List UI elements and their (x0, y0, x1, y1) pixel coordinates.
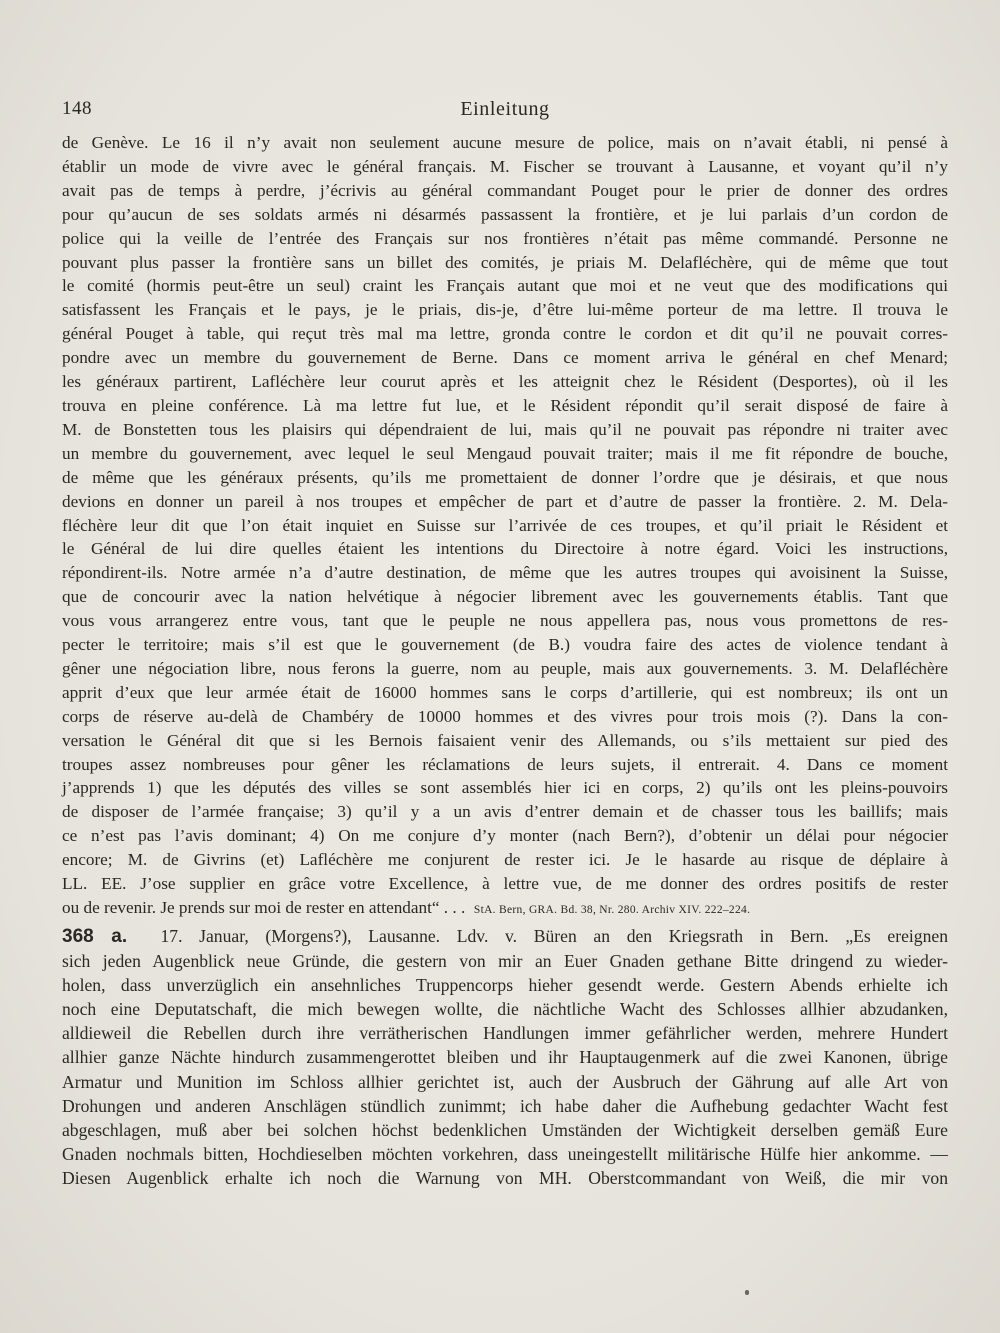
text-line: allhier ganze Nächte hindurch zusammengerottet bleiben und ihr Hauptaugenmerk auf die zwei Kanonen, übrige (62, 1047, 948, 1068)
text-line: noch eine Deputatschaft, die mich bewegen wollte, die nächtliche Wacht des Schlosses allhier abzudanken, (62, 999, 948, 1020)
german-entry-body (62, 924, 948, 1190)
entry-first-line: 17. Januar, (Morgens?), Lausanne. Ldv. v. Büren an den Kriegsrath in Bern. „Es ereignen (160, 926, 948, 946)
paper-speck (745, 1290, 749, 1295)
text-line: de même que les généraux présents, qu’ils me promettaient de donner l’ordre que je désirais, et que nous (62, 467, 948, 487)
text-line: holen, dass unverzüglich ein ansehnliches Truppencorps hieher gesendt werde. Gestern Abends erhielte ich (62, 975, 948, 996)
text-line: ce n’est pas l’avis dominant; 4) On me conjure d’y monter (nach Bern?), d’obtenir un délai pour négocier (62, 826, 948, 846)
text-line: devions en donner un pareil à nos troupes et empêcher de part et d’autre de passer la frontière. 2. M. Dela- (62, 491, 948, 511)
text-line: Diesen Augenblick erhalte ich noch die Warnung von MH. Oberstcommandant von Weiß, die mir von (62, 1167, 948, 1188)
text-line: corps de réserve au-delà de Chambéry de 10000 hommes et des vivres pour trois mois (?). Dans la con- (62, 706, 948, 726)
text-line: apprit d’eux que leur armée était de 16000 hommes sans le corps d’artillerie, qui est nombreux; ils ont un (62, 682, 948, 702)
text-line: j’apprends 1) que les députés des villes se sont assemblés hier ici en corps, 2) qu’ils ont les pleins-pouvoirs (62, 778, 948, 798)
closing-text: ou de revenir. Je prends sur moi de rester en attendant“ . . . (62, 898, 466, 917)
running-title: Einleitung (460, 98, 550, 120)
text-line: de disposer de l’armée française; 3) qu’il y a un avis d’entrer demain et de chasser tous les baillifs; mais (62, 802, 948, 822)
text-line-with-citation (62, 896, 948, 923)
text-line: le comité (hormis peut-être un seul) craint les Français autant que moi et ne veut que des modifications qui (62, 276, 948, 296)
text-line: répondirent-ils. Notre armée n’a d’autre destination, de même que les autres troupes qui avoisinent la Suisse, (62, 563, 948, 583)
text-line: un membre du gouvernement, avec lequel le seul Mengaud pouvait traiter; mais il me fit répondre de bouche, (62, 443, 948, 463)
text-line: versation le Général dit que si les Bernois faisaient venir des Allemands, ou s’ils mettaient sur pied des (62, 730, 948, 750)
text-line: troupes assez nombreuses pour gêner les réclamations de leurs sujets, il entrerait. 4. Dans ce moment (62, 754, 948, 774)
text-line: LL. EE. J’ose supplier en grâce votre Excellence, à lettre vue, de me donner des ordres positifs de rester (62, 874, 948, 894)
entry-heading-line (62, 924, 948, 949)
text-line: que de concourir avec la nation helvétique à négocier librement avec les gouvernements établis. Tant que (62, 587, 948, 607)
text-line: pour qu’aucun de ses soldats armés ni désarmés passassent la frontière, et je lui parlais d’un cordon de (62, 204, 948, 224)
text-line: Armatur und Munition im Schloss allhier gerichtet ist, auch der Ausbruch der Gährung auf alle Art von (62, 1071, 948, 1092)
text-line: de Genève. Le 16 il n’y avait non seulement aucune mesure de police, mais on n’avait établi, ni pensé à (62, 133, 948, 152)
text-line: abgeschlagen, muß aber bei solchen höchst bedenklichen Umständen der Wichtigkeit derselben gemäß Eure (62, 1119, 948, 1140)
french-letter-body (62, 131, 948, 923)
text-line: avait pas de temps à perdre, j’écrivis au général commandant Pouget pour le prier de donner des ordres (62, 180, 948, 200)
text-line: établir un mode de vivre avec le général français. M. Fischer se trouvant à Lausanne, et voyant qu’il n’y (62, 156, 948, 176)
text-line: Drohungen und anderen Anschlägen stündlich zunimmt; ich habe daher die Aufhebung gedachter Wacht fest (62, 1095, 948, 1116)
text-line: le Général de lui dire quelles étaient les intentions du Directoire à notre égard. Voici les instructions, (62, 539, 948, 559)
text-line: les généraux partirent, Lafléchère leur courut après et les atteignit chez le Résident (Desportes), où il les (62, 372, 948, 392)
text-line: encore; M. de Givrins (et) Lafléchère me conjurent de rester ici. Je le hasarde au risque de déplaire à (62, 850, 948, 870)
text-line: trouva en pleine conférence. Là ma lettre fut lue, et le Résident répondit qu’il serait disposé de faire à (62, 395, 948, 415)
text-line: satisfassent les Français et le pays, je le priais, dis-je, d’être lui-même porteur de ma lettre. Il trouva le (62, 300, 948, 320)
text-line: M. de Bonstetten tous les plaisirs qui dépendraient de lui, mais qu’il ne pouvait pas répondre ni traiter avec (62, 419, 948, 439)
archive-citation: StA. Bern, GRA. Bd. 38, Nr. 280. Archiv XIV. 222–224. (473, 904, 751, 916)
text-line: fléchère leur dit que l’on était inquiet en Suisse sur l’arrivée de ces troupes, et qu’il priait le Résident et (62, 515, 948, 535)
text-line: pecter le territoire; mais s’il est que le gouvernement (de B.) voudra faire des actes de violence tendant à (62, 635, 948, 655)
text-line: vous vous arrangerez entre vous, tant que le peuple ne nous appellera pas, nous vous promettons de res- (62, 611, 948, 631)
text-line: Gnaden nochmals bitten, Hochdieselben möchten vorkehren, dass uneingestellt militärische Hülfe hier ankomme. — (62, 1143, 948, 1164)
text-line: gêner une négociation libre, nous ferons la guerre, nom au peuple, mais aux gouvernements. 3. M. Delafléchère (62, 658, 948, 678)
text-line: sich jeden Augenblick neue Gründe, die gestern von mir an Euer Gnaden gethane Bitte dringend zu wieder- (62, 951, 948, 972)
text-line: alldieweil die Rebellen durch ihre verrätherischen Handlungen immer gefährlicher werden, mehrere Hundert (62, 1023, 948, 1044)
text-line: pondre avec un membre du gouvernement de Berne. Dans ce moment arriva le général en chef Menard; (62, 348, 948, 368)
page-header (62, 98, 948, 124)
text-line: général Pouget à table, qui reçut très mal ma lettre, gronda contre le cordon et dit qu’il ne pouvait corres- (62, 324, 948, 344)
text-line: police qui la veille de l’entrée des Français sur nos frontières n’était pas même commandé. Personne ne (62, 228, 948, 248)
text-line: pouvant plus passer la frontière sans un billet des comités, je priais M. Delafléchère, qui de même que tout (62, 252, 948, 272)
entry-number: 368 a. (62, 926, 128, 947)
page-number: 148 (62, 98, 92, 119)
